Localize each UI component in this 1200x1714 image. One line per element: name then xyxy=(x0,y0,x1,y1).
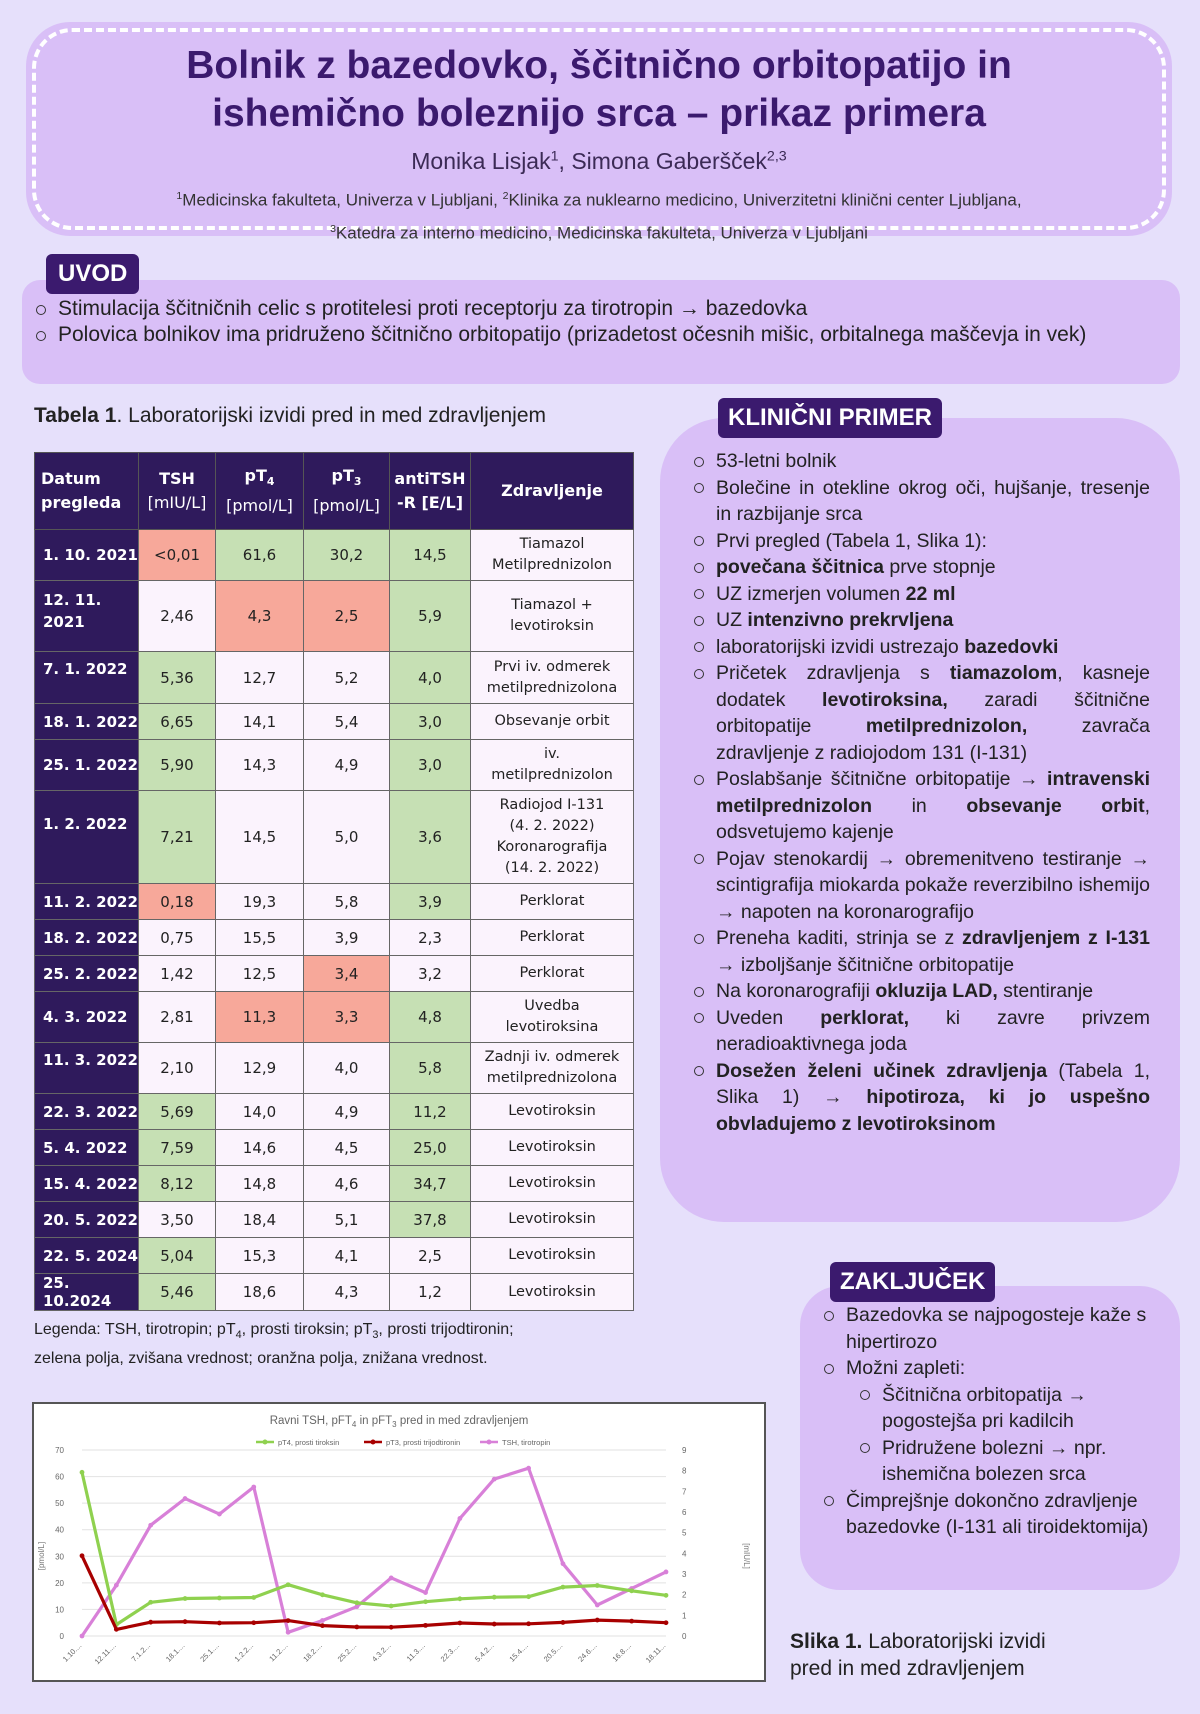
chart-point xyxy=(423,1623,428,1628)
chart-xtick-label: 5.4.2... xyxy=(473,1641,496,1664)
chart-point xyxy=(320,1618,325,1623)
uvod-section xyxy=(22,280,1180,384)
cell-pt4: 15,5 xyxy=(216,920,304,956)
cell-treatment: Levotiroksin xyxy=(471,1274,634,1311)
col-header-pt3: $pT_3$ [pmol/L] xyxy=(304,453,390,530)
affil-1-sup: 1 xyxy=(176,190,183,202)
chart-xtick-label: 18.11... xyxy=(643,1641,668,1665)
chart-xtick-label: 4.3.2... xyxy=(370,1641,393,1664)
table-row xyxy=(35,1043,634,1094)
chart-ytick-right: 1 xyxy=(682,1611,687,1621)
table-row xyxy=(35,920,634,956)
klin-item: Preneha kaditi, strinja se z zdravljenjem z I-131 → izboljšanje ščitnične orbitopatije xyxy=(692,925,1150,978)
cell-treatment: Tiamazol Metilprednizolon xyxy=(471,530,634,581)
chart-point xyxy=(80,1553,85,1558)
cell-antitsh: 3,6 xyxy=(390,791,471,884)
klin-subitem: Uveden perklorat, ki zavre privzem neradioaktivnega joda xyxy=(692,1005,1150,1058)
cell-pt3: 2,5 xyxy=(304,581,390,652)
chart-point xyxy=(595,1603,600,1608)
cell-date: 5. 4. 2022 xyxy=(35,1130,139,1166)
chart-point xyxy=(492,1595,497,1600)
klin-item: Pojav stenokardij → obremenitveno testiranje → scintigrafija miokarda pokaže reverzibilno ishemijo → napoten na koronarografijo xyxy=(692,846,1150,926)
chart-series xyxy=(80,1466,669,1639)
cell-pt3: 4,9 xyxy=(304,1094,390,1130)
chart-point xyxy=(80,1470,85,1475)
cell-pt4: 14,8 xyxy=(216,1166,304,1202)
table-row xyxy=(35,884,634,920)
cell-antitsh: 4,0 xyxy=(390,652,471,704)
chart-xtick-label: 15.4.... xyxy=(507,1641,531,1664)
chart-point xyxy=(354,1625,359,1630)
cell-tsh: 5,90 xyxy=(139,740,216,791)
chart-point xyxy=(526,1621,531,1626)
chart-point xyxy=(251,1620,256,1625)
chart-point xyxy=(80,1634,85,1639)
chart-point xyxy=(561,1620,566,1625)
klinicni-heading: KLINIČNI PRIMER xyxy=(718,398,942,438)
lab-results-table xyxy=(34,452,634,1311)
cell-pt4: 61,6 xyxy=(216,530,304,581)
cell-date: 25. 10.2024 xyxy=(35,1274,139,1311)
chart-xtick-label: 18.1.... xyxy=(163,1641,187,1664)
chart-ylabel-right: [mIU/L] xyxy=(742,1543,751,1569)
table-row xyxy=(35,791,634,884)
cell-treatment: Zadnji iv. odmerek metilprednizolona xyxy=(471,1043,634,1094)
chart-ytick-left: 30 xyxy=(55,1552,64,1562)
cell-antitsh: 3,9 xyxy=(390,884,471,920)
chart-xtick-label: 18.2.... xyxy=(301,1641,324,1664)
chart-point xyxy=(595,1583,600,1588)
chart-ytick-left: 40 xyxy=(55,1525,64,1535)
cell-tsh: 1,42 xyxy=(139,956,216,992)
cell-pt4: 19,3 xyxy=(216,884,304,920)
klin-item: Poslabšanje ščitnične orbitopatije → intravenski metilprednizolon in obsevanje orbit, odsvetujemo kajenje xyxy=(692,766,1150,846)
cell-pt3: 4,1 xyxy=(304,1238,390,1274)
chart-y-axis-left xyxy=(55,1446,64,1641)
cell-antitsh: 4,8 xyxy=(390,992,471,1043)
chart-ytick-right: 7 xyxy=(682,1487,687,1497)
figure-caption: Slika 1. Laboratorijski izvidi pred in med zdravljenjem xyxy=(790,1630,1046,1680)
table-caption-text: . Laboratorijski izvidi pred in med zdravljenjem xyxy=(116,404,546,427)
cell-antitsh: 34,7 xyxy=(390,1166,471,1202)
chart-point xyxy=(251,1595,256,1600)
chart-xtick-label: 7.1.2... xyxy=(129,1641,153,1664)
authors xyxy=(26,148,1172,175)
chart-point xyxy=(320,1623,325,1628)
cell-tsh: 3,50 xyxy=(139,1202,216,1238)
chart-point xyxy=(286,1618,291,1623)
klin-item: Na koronarografiji okluzija LAD, stentiranje xyxy=(692,978,1150,1005)
author-1-sup: 1 xyxy=(550,148,559,165)
uvod-item: Polovica bolnikov ima pridruženo ščitnično orbitopatijo (prizadetost očesnih mišic, orbitalnega maščevja in vek) xyxy=(34,322,1160,348)
chart-ytick-right: 5 xyxy=(682,1528,687,1538)
chart-point xyxy=(561,1585,566,1590)
table-row xyxy=(35,1202,634,1238)
klin-item: Bolečine in otekline okrog oči, hujšanje, tresenje in razbijanje srca xyxy=(692,475,1150,528)
chart-point xyxy=(286,1630,291,1635)
table-row xyxy=(35,740,634,791)
cell-date: 1. 2. 2022 xyxy=(35,791,139,884)
chart-gridlines xyxy=(82,1450,666,1636)
cell-tsh: 6,65 xyxy=(139,704,216,740)
chart-legend-label: TSH, tirotropin xyxy=(502,1438,551,1447)
cell-treatment: Perklorat xyxy=(471,956,634,992)
uvod-item: Stimulacija ščitničnih celic s protitelesi proti receptorju za tirotropin → bazedovka xyxy=(34,296,1160,322)
cell-tsh: 5,04 xyxy=(139,1238,216,1274)
chart-point xyxy=(492,1622,497,1627)
cell-pt3: 5,4 xyxy=(304,704,390,740)
cell-antitsh: 11,2 xyxy=(390,1094,471,1130)
chart-ytick-right: 3 xyxy=(682,1570,687,1579)
klinicni-primer-section xyxy=(660,418,1180,1222)
chart-point xyxy=(457,1621,462,1626)
chart-ytick-right: 2 xyxy=(682,1590,687,1600)
chart-point xyxy=(114,1583,119,1588)
chart-point xyxy=(251,1485,256,1490)
cell-treatment: Uvedba levotiroksina xyxy=(471,992,634,1043)
cell-treatment: Prvi iv. odmerek metilprednizolona xyxy=(471,652,634,704)
table-row xyxy=(35,530,634,581)
cell-treatment: Levotiroksin xyxy=(471,1202,634,1238)
zakljucek-section xyxy=(800,1286,1180,1590)
chart-xtick-label: 1.10.... xyxy=(60,1641,84,1664)
chart-y-axis-right xyxy=(682,1446,687,1641)
cell-pt4: 12,9 xyxy=(216,1043,304,1094)
cell-treatment: Obsevanje orbit xyxy=(471,704,634,740)
affil-2: Klinika za nuklearno medicino, Univerzitetni klinični center Ljubljana, xyxy=(508,190,1022,210)
chart-ytick-left: 70 xyxy=(55,1446,64,1455)
cell-tsh: 8,12 xyxy=(139,1166,216,1202)
klin-item: Prvi pregled (Tabela 1, Slika 1): xyxy=(692,528,1150,555)
affil-3-sup: 3 xyxy=(330,222,336,235)
cell-date: 22. 3. 2022 xyxy=(35,1094,139,1130)
cell-date: 18. 1. 2022 xyxy=(35,704,139,740)
cell-pt3: 5,8 xyxy=(304,884,390,920)
chart-series-line xyxy=(82,1472,666,1624)
chart-series-line xyxy=(82,1468,666,1636)
cell-pt4: 4,3 xyxy=(216,581,304,652)
cell-treatment: Tiamazol + levotiroksin xyxy=(471,581,634,652)
chart-point xyxy=(217,1512,222,1517)
cell-tsh: 0,75 xyxy=(139,920,216,956)
cell-pt3: 4,0 xyxy=(304,1043,390,1094)
chart-ytick-right: 9 xyxy=(682,1446,687,1455)
table-row xyxy=(35,704,634,740)
cell-pt4: 14,1 xyxy=(216,704,304,740)
cell-pt3: 30,2 xyxy=(304,530,390,581)
chart-point xyxy=(389,1576,394,1581)
cell-date: 4. 3. 2022 xyxy=(35,992,139,1043)
cell-treatment: Levotiroksin xyxy=(471,1238,634,1274)
col-header-tsh: TSH [mIU/L] xyxy=(139,453,216,530)
chart-legend-label: pT3, prosti trijodtironin xyxy=(386,1438,461,1447)
chart-point xyxy=(457,1596,462,1601)
chart-point xyxy=(148,1600,153,1605)
cell-treatment: Levotiroksin xyxy=(471,1166,634,1202)
cell-date: 15. 4. 2022 xyxy=(35,1166,139,1202)
cell-pt4: 11,3 xyxy=(216,992,304,1043)
cell-antitsh: 1,2 xyxy=(390,1274,471,1311)
klin-subitem: UZ intenzivno prekrvljena xyxy=(692,607,1150,634)
chart-ytick-left: 0 xyxy=(59,1632,64,1641)
cell-pt3: 5,2 xyxy=(304,652,390,704)
cell-tsh: 5,46 xyxy=(139,1274,216,1311)
chart-xtick-label: 12.11.... xyxy=(92,1641,118,1667)
chart-ytick-right: 0 xyxy=(682,1632,687,1641)
table-row xyxy=(35,1166,634,1202)
cell-pt3: 3,9 xyxy=(304,920,390,956)
table-legend: Legenda: TSH, tirotropin; $pT_4$, prosti tiroksin; $pT_3$, prosti trijodtironin; zelena polja, zvišana vrednost; oranžna polja, znižana vrednost. xyxy=(34,1321,514,1368)
chart-legend-label: pT4, prosti tiroksin xyxy=(278,1438,340,1447)
cell-pt4: 14,6 xyxy=(216,1130,304,1166)
author-2: Simona Gaberšček xyxy=(571,148,767,174)
chart-point xyxy=(664,1570,669,1575)
chart-ytick-left: 60 xyxy=(55,1472,64,1482)
title-line-1: Bolnik z bazedovko, ščitnično orbitopatijo in xyxy=(186,44,1012,87)
zakl-item: Čimprejšnje dokončno zdravljenje bazedovke (I-131 ali tiroidektomija) xyxy=(822,1488,1168,1541)
cell-date: 25. 2. 2022 xyxy=(35,956,139,992)
title-line-2: ishemično boleznijo srca – prikaz primera xyxy=(212,92,986,135)
chart-ylabel-left: [pmol/L] xyxy=(37,1541,46,1571)
chart-point xyxy=(183,1596,188,1601)
chart-point xyxy=(217,1621,222,1626)
cell-tsh: 2,81 xyxy=(139,992,216,1043)
zakl-subitem: Pridružene bolezni → npr. ishemična bolezen srca xyxy=(858,1435,1168,1488)
header-banner xyxy=(26,22,1172,243)
chart-point xyxy=(629,1588,634,1593)
cell-antitsh: 14,5 xyxy=(390,530,471,581)
cell-pt3: 5,1 xyxy=(304,1202,390,1238)
cell-antitsh: 5,9 xyxy=(390,581,471,652)
cell-date: 7. 1. 2022 xyxy=(35,652,139,704)
cell-pt3: 4,9 xyxy=(304,740,390,791)
zakl-item: Možni zapleti: xyxy=(822,1355,1168,1382)
klin-item: Dosežen želeni učinek zdravljenja (Tabela 1, Slika 1) → hipotiroza, ki jo uspešno obvladujemo z levotiroksinom xyxy=(692,1058,1150,1138)
cell-antitsh: 37,8 xyxy=(390,1202,471,1238)
klin-subitem: laboratorijski izvidi ustrezajo bazedovki xyxy=(692,634,1150,661)
cell-tsh: 7,21 xyxy=(139,791,216,884)
cell-date: 22. 5. 2024 xyxy=(35,1238,139,1274)
chart-point xyxy=(423,1599,428,1604)
chart-legend-marker xyxy=(263,1440,268,1445)
chart-ytick-left: 10 xyxy=(55,1605,64,1615)
chart-xtick-label: 11.3.... xyxy=(404,1641,427,1664)
cell-antitsh: 5,8 xyxy=(390,1043,471,1094)
cell-date: 11. 2. 2022 xyxy=(35,884,139,920)
chart-xtick-label: 1.2.2... xyxy=(232,1641,256,1664)
cell-tsh: 5,36 xyxy=(139,652,216,704)
cell-pt3: 3,4 xyxy=(304,956,390,992)
klin-subitem: UZ izmerjen volumen 22 ml xyxy=(692,581,1150,608)
page-title xyxy=(26,42,1172,138)
chart-point xyxy=(183,1496,188,1501)
chart-legend xyxy=(256,1438,550,1447)
cell-pt3: 4,6 xyxy=(304,1166,390,1202)
chart-point xyxy=(526,1466,531,1471)
klin-item: Pričetek zdravljenja s tiamazolom, kasneje dodatek levotiroksina, zaradi ščitnične orbitopatije metilprednizolon, zavrača zdravljenje z radiojodom 131 (I-131) xyxy=(692,660,1150,766)
chart-legend-marker xyxy=(371,1440,376,1445)
table-row xyxy=(35,1238,634,1274)
chart-point xyxy=(217,1596,222,1601)
table-row xyxy=(35,992,634,1043)
chart-ytick-left: 20 xyxy=(55,1578,64,1588)
table-caption-label: Tabela 1 xyxy=(34,404,117,427)
chart-point xyxy=(423,1590,428,1595)
chart-point xyxy=(664,1620,669,1625)
zakljucek-heading: ZAKLJUČEK xyxy=(830,1262,995,1302)
chart-point xyxy=(320,1592,325,1597)
chart-point xyxy=(354,1600,359,1605)
chart-point xyxy=(629,1619,634,1624)
chart-point xyxy=(457,1516,462,1521)
cell-pt4: 12,7 xyxy=(216,652,304,704)
chart-point xyxy=(595,1618,600,1623)
cell-pt4: 18,6 xyxy=(216,1274,304,1311)
affiliations xyxy=(86,182,1112,247)
cell-treatment: Levotiroksin xyxy=(471,1130,634,1166)
col-header-antitsh: antiTSH -R [E/L] xyxy=(390,453,471,530)
chart-ytick-right: 6 xyxy=(682,1508,687,1517)
table-row xyxy=(35,956,634,992)
cell-pt4: 12,5 xyxy=(216,956,304,992)
cell-pt3: 3,3 xyxy=(304,992,390,1043)
affil-2-sup: 2 xyxy=(502,190,509,202)
cell-treatment: Levotiroksin xyxy=(471,1094,634,1130)
chart-xtick-label: 24.6.... xyxy=(576,1641,599,1664)
cell-tsh: 5,69 xyxy=(139,1094,216,1130)
cell-date: 18. 2. 2022 xyxy=(35,920,139,956)
chart-x-axis xyxy=(61,1641,668,1666)
klin-subitem: povečana ščitnica prve stopnje xyxy=(692,554,1150,581)
chart-point xyxy=(526,1594,531,1599)
cell-tsh: 2,46 xyxy=(139,581,216,652)
lab-chart xyxy=(32,1402,766,1682)
cell-treatment: Radiojod I-131 (4. 2. 2022) Koronarografija (14. 2. 2022) xyxy=(471,791,634,884)
chart-point xyxy=(286,1582,291,1587)
chart-xtick-label: 25.1.... xyxy=(198,1641,221,1664)
cell-tsh: 7,59 xyxy=(139,1130,216,1166)
chart-xtick-label: 20.5.... xyxy=(541,1641,565,1664)
col-header-treatment: Zdravljenje xyxy=(471,453,634,530)
cell-pt4: 18,4 xyxy=(216,1202,304,1238)
chart-point xyxy=(114,1627,119,1632)
chart-point xyxy=(148,1620,153,1625)
table-header-row xyxy=(35,453,634,530)
cell-pt4: 14,3 xyxy=(216,740,304,791)
chart-point xyxy=(492,1477,497,1482)
chart-xtick-label: 16.8.... xyxy=(610,1641,634,1664)
table-row xyxy=(35,1094,634,1130)
table-row xyxy=(35,1274,634,1311)
chart-svg xyxy=(34,1404,764,1680)
table-row xyxy=(35,652,634,704)
cell-antitsh: 2,5 xyxy=(390,1238,471,1274)
chart-point xyxy=(389,1625,394,1630)
klin-item: 53-letni bolnik xyxy=(692,448,1150,475)
cell-antitsh: 3,0 xyxy=(390,704,471,740)
table-caption xyxy=(34,404,546,428)
cell-tsh: 2,10 xyxy=(139,1043,216,1094)
cell-treatment: Perklorat xyxy=(471,920,634,956)
chart-xtick-label: 25.2.... xyxy=(335,1641,359,1664)
table-row xyxy=(35,1130,634,1166)
chart-point xyxy=(148,1523,153,1528)
cell-antitsh: 3,0 xyxy=(390,740,471,791)
cell-antitsh: 25,0 xyxy=(390,1130,471,1166)
chart-ytick-left: 50 xyxy=(55,1499,64,1509)
col-header-pt4: $pT_4$ [pmol/L] xyxy=(216,453,304,530)
cell-date: 25. 1. 2022 xyxy=(35,740,139,791)
cell-pt4: 15,3 xyxy=(216,1238,304,1274)
chart-point xyxy=(183,1619,188,1624)
cell-pt4: 14,5 xyxy=(216,791,304,884)
chart-ytick-right: 4 xyxy=(682,1549,687,1559)
affil-1: Medicinska fakulteta, Univerza v Ljubljani, xyxy=(182,190,503,210)
cell-antitsh: 2,3 xyxy=(390,920,471,956)
col-header-date: Datum pregleda xyxy=(35,453,139,530)
cell-pt3: 4,3 xyxy=(304,1274,390,1311)
author-sep: , xyxy=(558,148,572,174)
affil-3: Katedra za interno medicino, Medicinska fakulteta, Univerza v Ljubljani xyxy=(335,223,868,243)
zakl-subitem: Ščitnična orbitopatija → pogostejša pri kadilcih xyxy=(858,1382,1168,1435)
chart-point xyxy=(664,1593,669,1598)
cell-date: 20. 5. 2022 xyxy=(35,1202,139,1238)
cell-pt3: 5,0 xyxy=(304,791,390,884)
cell-tsh: 0,18 xyxy=(139,884,216,920)
chart-legend-marker xyxy=(487,1440,492,1445)
chart-ytick-right: 8 xyxy=(682,1466,687,1476)
cell-date: 1. 10. 2021 xyxy=(35,530,139,581)
cell-date: 12. 11. 2021 xyxy=(35,581,139,652)
table-row xyxy=(35,581,634,652)
cell-pt4: 14,0 xyxy=(216,1094,304,1130)
chart-point xyxy=(561,1561,566,1566)
uvod-heading: UVOD xyxy=(46,254,139,294)
cell-antitsh: 3,2 xyxy=(390,956,471,992)
zakl-item: Bazedovka se najpogosteje kaže s hipertirozo xyxy=(822,1302,1168,1355)
chart-title: Ravni TSH, pFT$_4$ in pFT$_3$ pred in med zdravljenjem xyxy=(269,1415,529,1429)
author-1: Monika Lisjak xyxy=(411,148,551,174)
chart-xtick-label: 22.3.... xyxy=(438,1641,462,1664)
cell-treatment: iv. metilprednizolon xyxy=(471,740,634,791)
author-2-sup: 2,3 xyxy=(766,148,787,165)
cell-pt3: 4,5 xyxy=(304,1130,390,1166)
chart-xtick-label: 11.2.... xyxy=(267,1641,290,1664)
cell-treatment: Perklorat xyxy=(471,884,634,920)
cell-date: 11. 3. 2022 xyxy=(35,1043,139,1094)
cell-tsh: <0,01 xyxy=(139,530,216,581)
chart-point xyxy=(389,1604,394,1609)
